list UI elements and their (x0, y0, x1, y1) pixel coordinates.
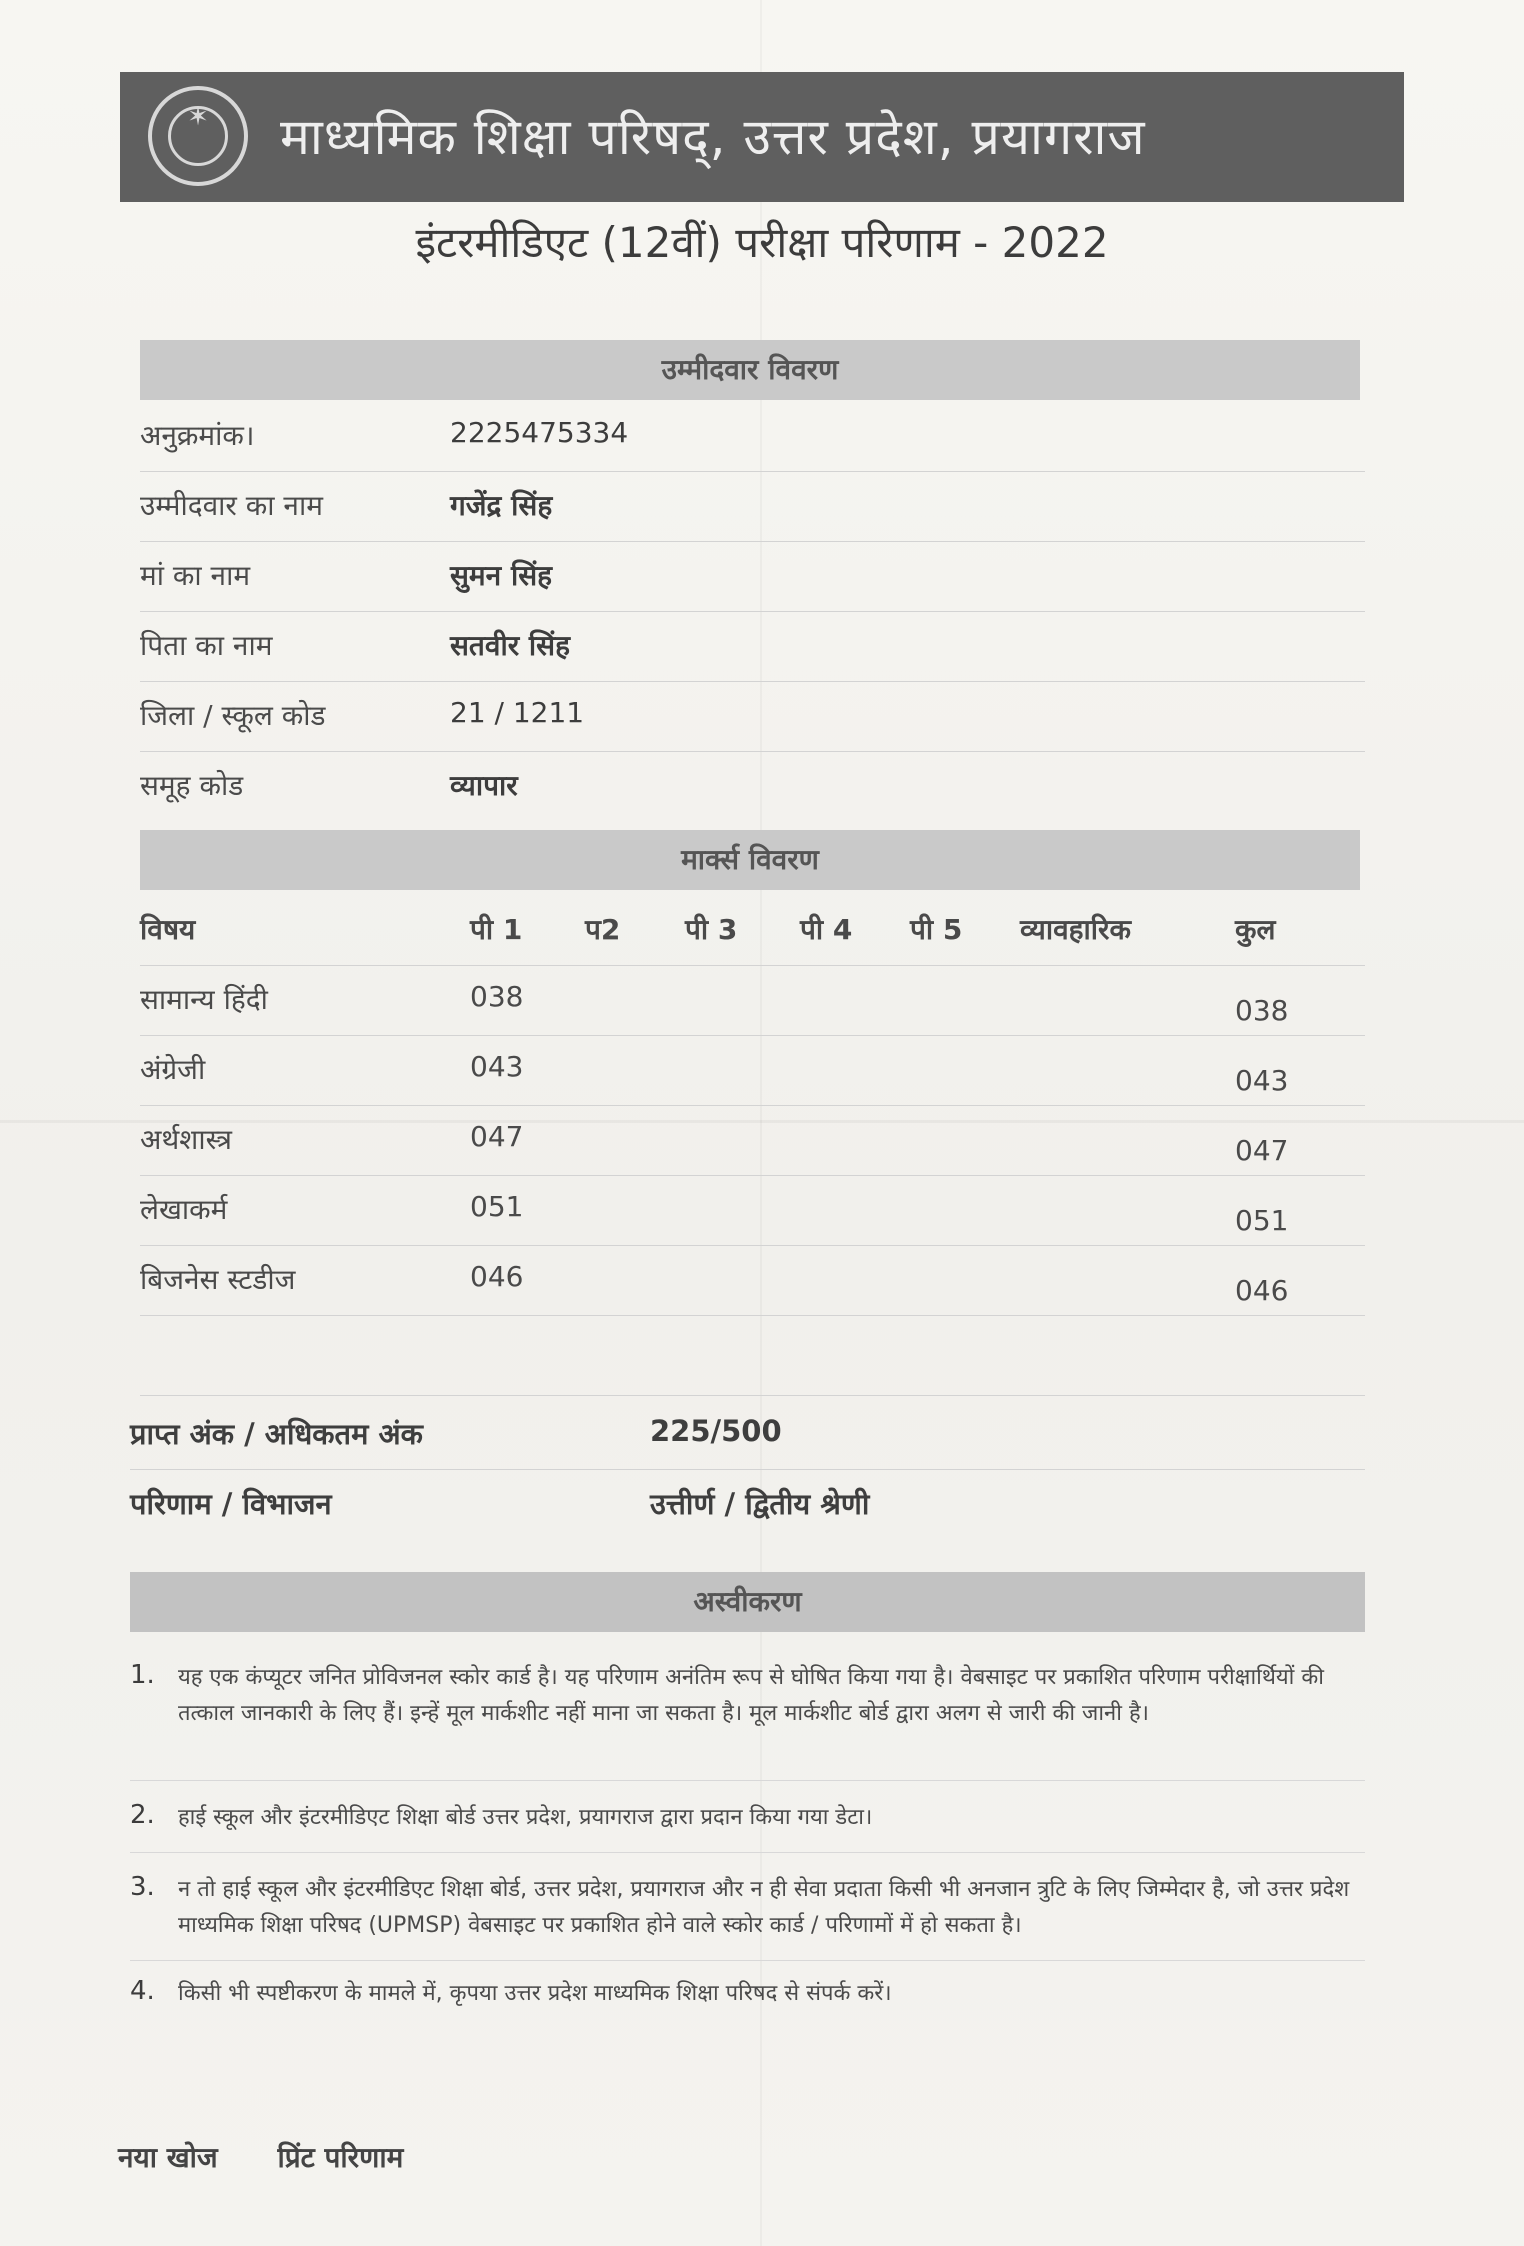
marks-table-header (140, 896, 1365, 966)
candidate-section-header: उम्मीदवार विवरण (140, 340, 1360, 400)
column-header: पी 3 (685, 913, 738, 946)
field-candidate-name: उम्मीदवार का नाम गजेंद्र सिंह (140, 472, 1365, 542)
header-banner (120, 72, 1404, 202)
board-logo-icon: ✶ (148, 86, 248, 186)
column-header: विषय (140, 913, 196, 946)
field-district-school-code: जिला / स्कूल कोड 21 / 1211 (140, 682, 1365, 752)
table-row: लेखाकर्म 051 051 (140, 1176, 1365, 1246)
table-row: बिजनेस स्टडीज 046 046 (140, 1246, 1365, 1316)
disclaimer-section-header: अस्वीकरण (130, 1572, 1365, 1632)
table-row: सामान्य हिंदी 038 038 (140, 966, 1365, 1036)
disclaimer-item: 2. हाई स्कूल और इंटरमीडिएट शिक्षा बोर्ड उत्तर प्रदेश, प्रयागराज द्वारा प्रदान किया गया डेटा। (130, 1800, 873, 1830)
summary-marks: प्राप्त अंक / अधिकतम अंक 225/500 (130, 1400, 1365, 1470)
marks-section-header: मार्क्स विवरण (140, 830, 1360, 890)
disclaimer-item: 1. यह एक कंप्यूटर जनित प्रोविजनल स्कोर कार्ड है। यह परिणाम अनंतिम रूप से घोषित किया गया है। वेबसाइट पर प्रकाशित परिणाम परीक्षार्थियों की तत्काल जानकारी के लिए हैं। इन्हें मूल मार्कशीट नहीं माना जा सकता है। मूल मार्कशीट बोर्ड द्वारा अलग से जारी की जानी है। (130, 1660, 1324, 1726)
new-search-link[interactable]: नया खोज (118, 2141, 218, 2174)
column-header: पी 4 (800, 913, 853, 946)
column-header: पी 1 (470, 913, 523, 946)
footer-links (118, 2138, 453, 2176)
print-result-link[interactable]: प्रिंट परिणाम (277, 2141, 404, 2174)
column-header: व्यावहारिक (1020, 913, 1131, 946)
field-group-code: समूह कोड व्यापार (140, 769, 518, 802)
table-row: अर्थशास्त्र 047 047 (140, 1106, 1365, 1176)
board-name: माध्यमिक शिक्षा परिषद्, उत्तर प्रदेश, प्रयागराज (280, 108, 1146, 166)
table-row: अंग्रेजी 043 043 (140, 1036, 1365, 1106)
exam-title: इंटरमीडिएट (12वीं) परीक्षा परिणाम - 2022 (415, 218, 1109, 267)
disclaimer-item: 4. किसी भी स्पष्टीकरण के मामले में, कृपया उत्तर प्रदेश माध्यमिक शिक्षा परिषद से संपर्क करें। (130, 1976, 892, 2006)
column-header: कुल (1235, 913, 1276, 946)
summary-result: परिणाम / विभाजन उत्तीर्ण / द्वितीय श्रेणी (130, 1487, 870, 1521)
field-mother-name: मां का नाम सुमन सिंह (140, 542, 1365, 612)
column-header: पी 5 (910, 913, 963, 946)
field-roll-number: अनुक्रमांक। 2225475334 (140, 402, 1365, 472)
field-father-name: पिता का नाम सतवीर सिंह (140, 612, 1365, 682)
table-row-empty (140, 1316, 1365, 1396)
disclaimer-item: 3. न तो हाई स्कूल और इंटरमीडिएट शिक्षा बोर्ड, उत्तर प्रदेश, प्रयागराज और न ही सेवा प्रदाता किसी भी अनजान त्रुटि के लिए जिम्मेदार है, जो उत्तर प्रदेश माध्यमिक शिक्षा परिषद (UPMSP) वेबसाइट पर प्रकाशित होने वाले स्कोर कार्ड / परिणामों में हो सकता है। (130, 1872, 1350, 1938)
column-header: प2 (585, 913, 621, 946)
